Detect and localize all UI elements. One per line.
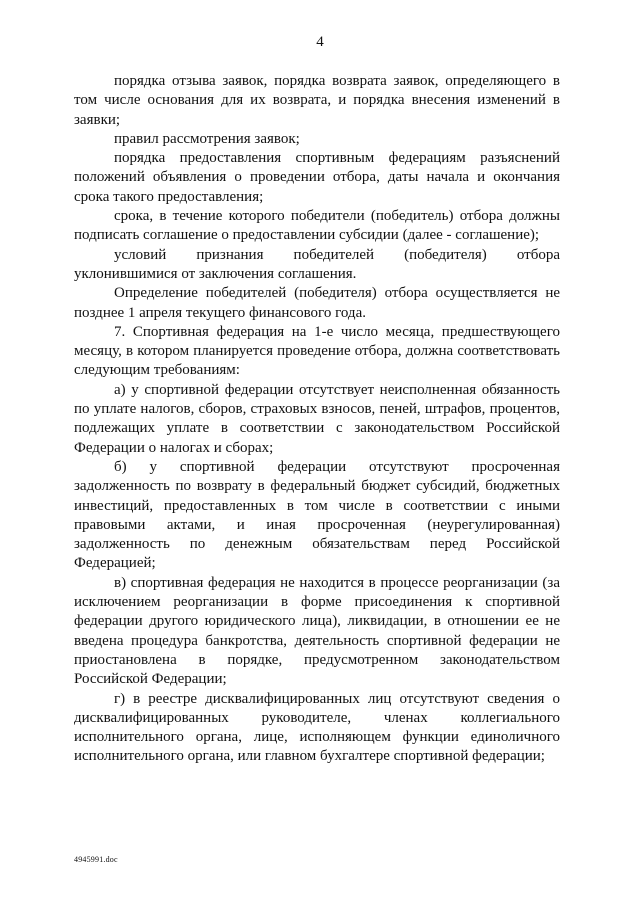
paragraph-clarifications: порядка предоставления спортивным федерациям разъяснений положений объявления о проведении отбора, даты начала и окончания срока такого предоставления; — [74, 150, 560, 205]
paragraph-item-a: а) у спортивной федерации отсутствует неисполненная обязанность по уплате налогов, сборов, страховых взносов, пеней, штрафов, процентов, подлежащих уплате в соответствии с законодательством Российской Федерации о налогах и сборах; — [74, 381, 560, 456]
paragraph-item-b: б) у спортивной федерации отсутствуют просроченная задолженность по возврату в федеральный бюджет субсидий, бюджетных инвестиций, предоставленных в том числе в соответствии с иными правовыми актами, и иная просроченная (неурегулированная) задолженность по денежным обязательствам перед Российской Федерацией; — [74, 458, 560, 572]
paragraph-item-7: 7. Спортивная федерация на 1-е число месяца, предшествующего месяцу, в котором планируется проведение отбора, должна соответствовать следующим требованиям: — [74, 323, 560, 379]
document-body — [74, 72, 560, 767]
paragraph-evasion-conditions: условий признания победителей (победителя) отбора уклонившимися от заключения соглашения. — [74, 246, 560, 282]
footer-doc-id: 4945991.doc — [74, 855, 118, 864]
paragraph-withdrawal-procedure: порядка отзыва заявок, порядка возврата заявок, определяющего в том числе основания для их возврата, и порядка внесения изменений в заявки; — [74, 73, 560, 128]
paragraph-item-v: в) спортивная федерация не находится в процессе реорганизации (за исключением реорганизации в форме присоединения к спортивной федерации другого юридического лица), ликвидации, в отношении ее не введена процедура банкротства, деятельность спортивной федерации не приостановлена в порядке, предусмотренном законодательством Российской Федерации; — [74, 574, 560, 688]
page-number: 4 — [316, 34, 324, 50]
paragraph-item-g: г) в реестре дисквалифицированных лиц отсутствуют сведения о дисквалифицированных руководителе, членах коллегиального исполнительного органа, лице, исполняющем функции единоличного исполнительного органа, или главном бухгалтере спортивной федерации; — [74, 690, 560, 765]
paragraph-signing-deadline: срока, в течение которого победители (победитель) отбора должны подписать соглашение о предоставлении субсидии (далее - соглашение); — [74, 208, 560, 244]
paragraph-review-rules: правил рассмотрения заявок; — [114, 130, 300, 147]
paragraph-winner-deadline: Определение победителей (победителя) отбора осуществляется не позднее 1 апреля текущего финансового года. — [74, 285, 560, 321]
